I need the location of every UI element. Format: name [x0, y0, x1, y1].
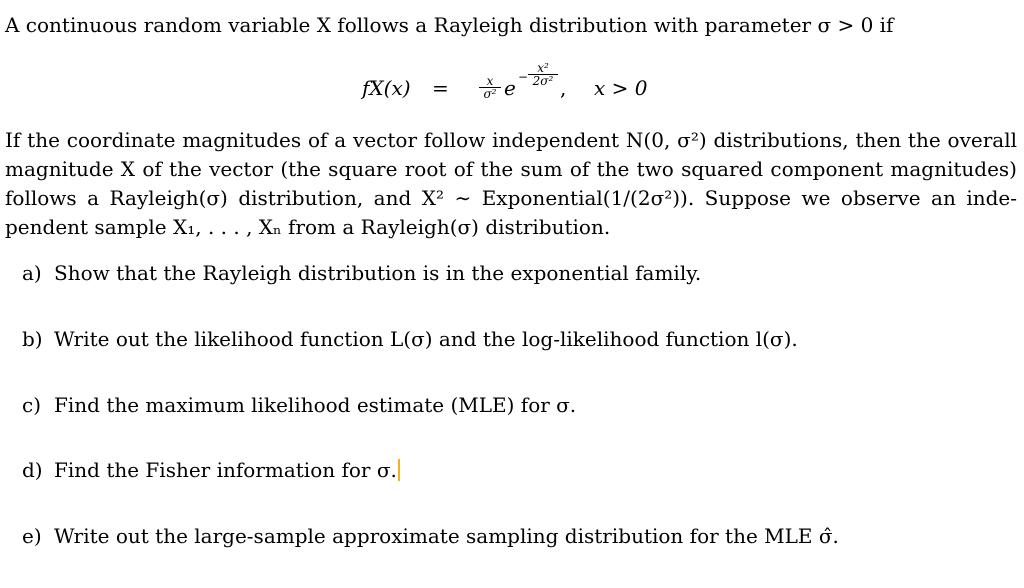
exponent-denominator: 2σ²	[532, 74, 554, 88]
paragraph-line: follows a Rayleigh(σ) distribution, and X² ∼ Exponential(1/(2σ²)). Suppose we observe an inde-	[5, 186, 1017, 210]
formula-equals: =	[432, 76, 449, 100]
question-label: c)	[22, 393, 42, 417]
formula-comma: ,	[560, 76, 567, 100]
intro-text: A continuous random variable X follows a Rayleigh distribution with parameter σ > 0 if	[5, 13, 894, 37]
question-e	[22, 522, 839, 550]
question-text: Find the maximum likelihood estimate (MLE) for σ.	[54, 393, 577, 417]
fraction-numerator: x	[479, 76, 501, 88]
formula-condition: x > 0	[594, 76, 648, 100]
question-label: b)	[22, 327, 43, 351]
description-paragraph	[5, 126, 1017, 242]
question-label: d)	[22, 458, 43, 482]
paragraph-line: pendent sample X₁, . . . , Xₙ from a Rayleigh(σ) distribution.	[5, 215, 611, 239]
text-cursor	[398, 459, 400, 481]
exponent-numerator: x²	[528, 62, 558, 75]
exponent-fraction	[528, 62, 558, 87]
question-b	[22, 325, 798, 353]
formula-lhs: fX(x)	[362, 76, 411, 100]
formula-base-e: e	[504, 76, 516, 100]
question-c	[22, 391, 576, 419]
question-text: Write out the large-sample approximate sampling distribution for the MLE σ̂.	[54, 524, 839, 548]
question-label: e)	[22, 524, 42, 548]
fraction-denominator: σ²	[483, 87, 497, 101]
question-d	[22, 456, 400, 484]
paragraph-line: magnitude X of the vector (the square root of the sum of the two squared component magnitudes)	[5, 157, 1017, 181]
question-text[interactable]: Find the Fisher information for σ.	[54, 458, 397, 482]
paragraph-line: If the coordinate magnitudes of a vector follow independent N(0, σ²) distributions, then the overall	[5, 128, 1017, 152]
exponent-sign: −	[518, 70, 529, 84]
question-a	[22, 259, 701, 287]
question-text: Write out the likelihood function L(σ) and the log-likelihood function l(σ).	[54, 327, 798, 351]
question-label: a)	[22, 261, 42, 285]
formula-fraction	[479, 76, 501, 100]
question-text: Show that the Rayleigh distribution is in the exponential family.	[54, 261, 702, 285]
